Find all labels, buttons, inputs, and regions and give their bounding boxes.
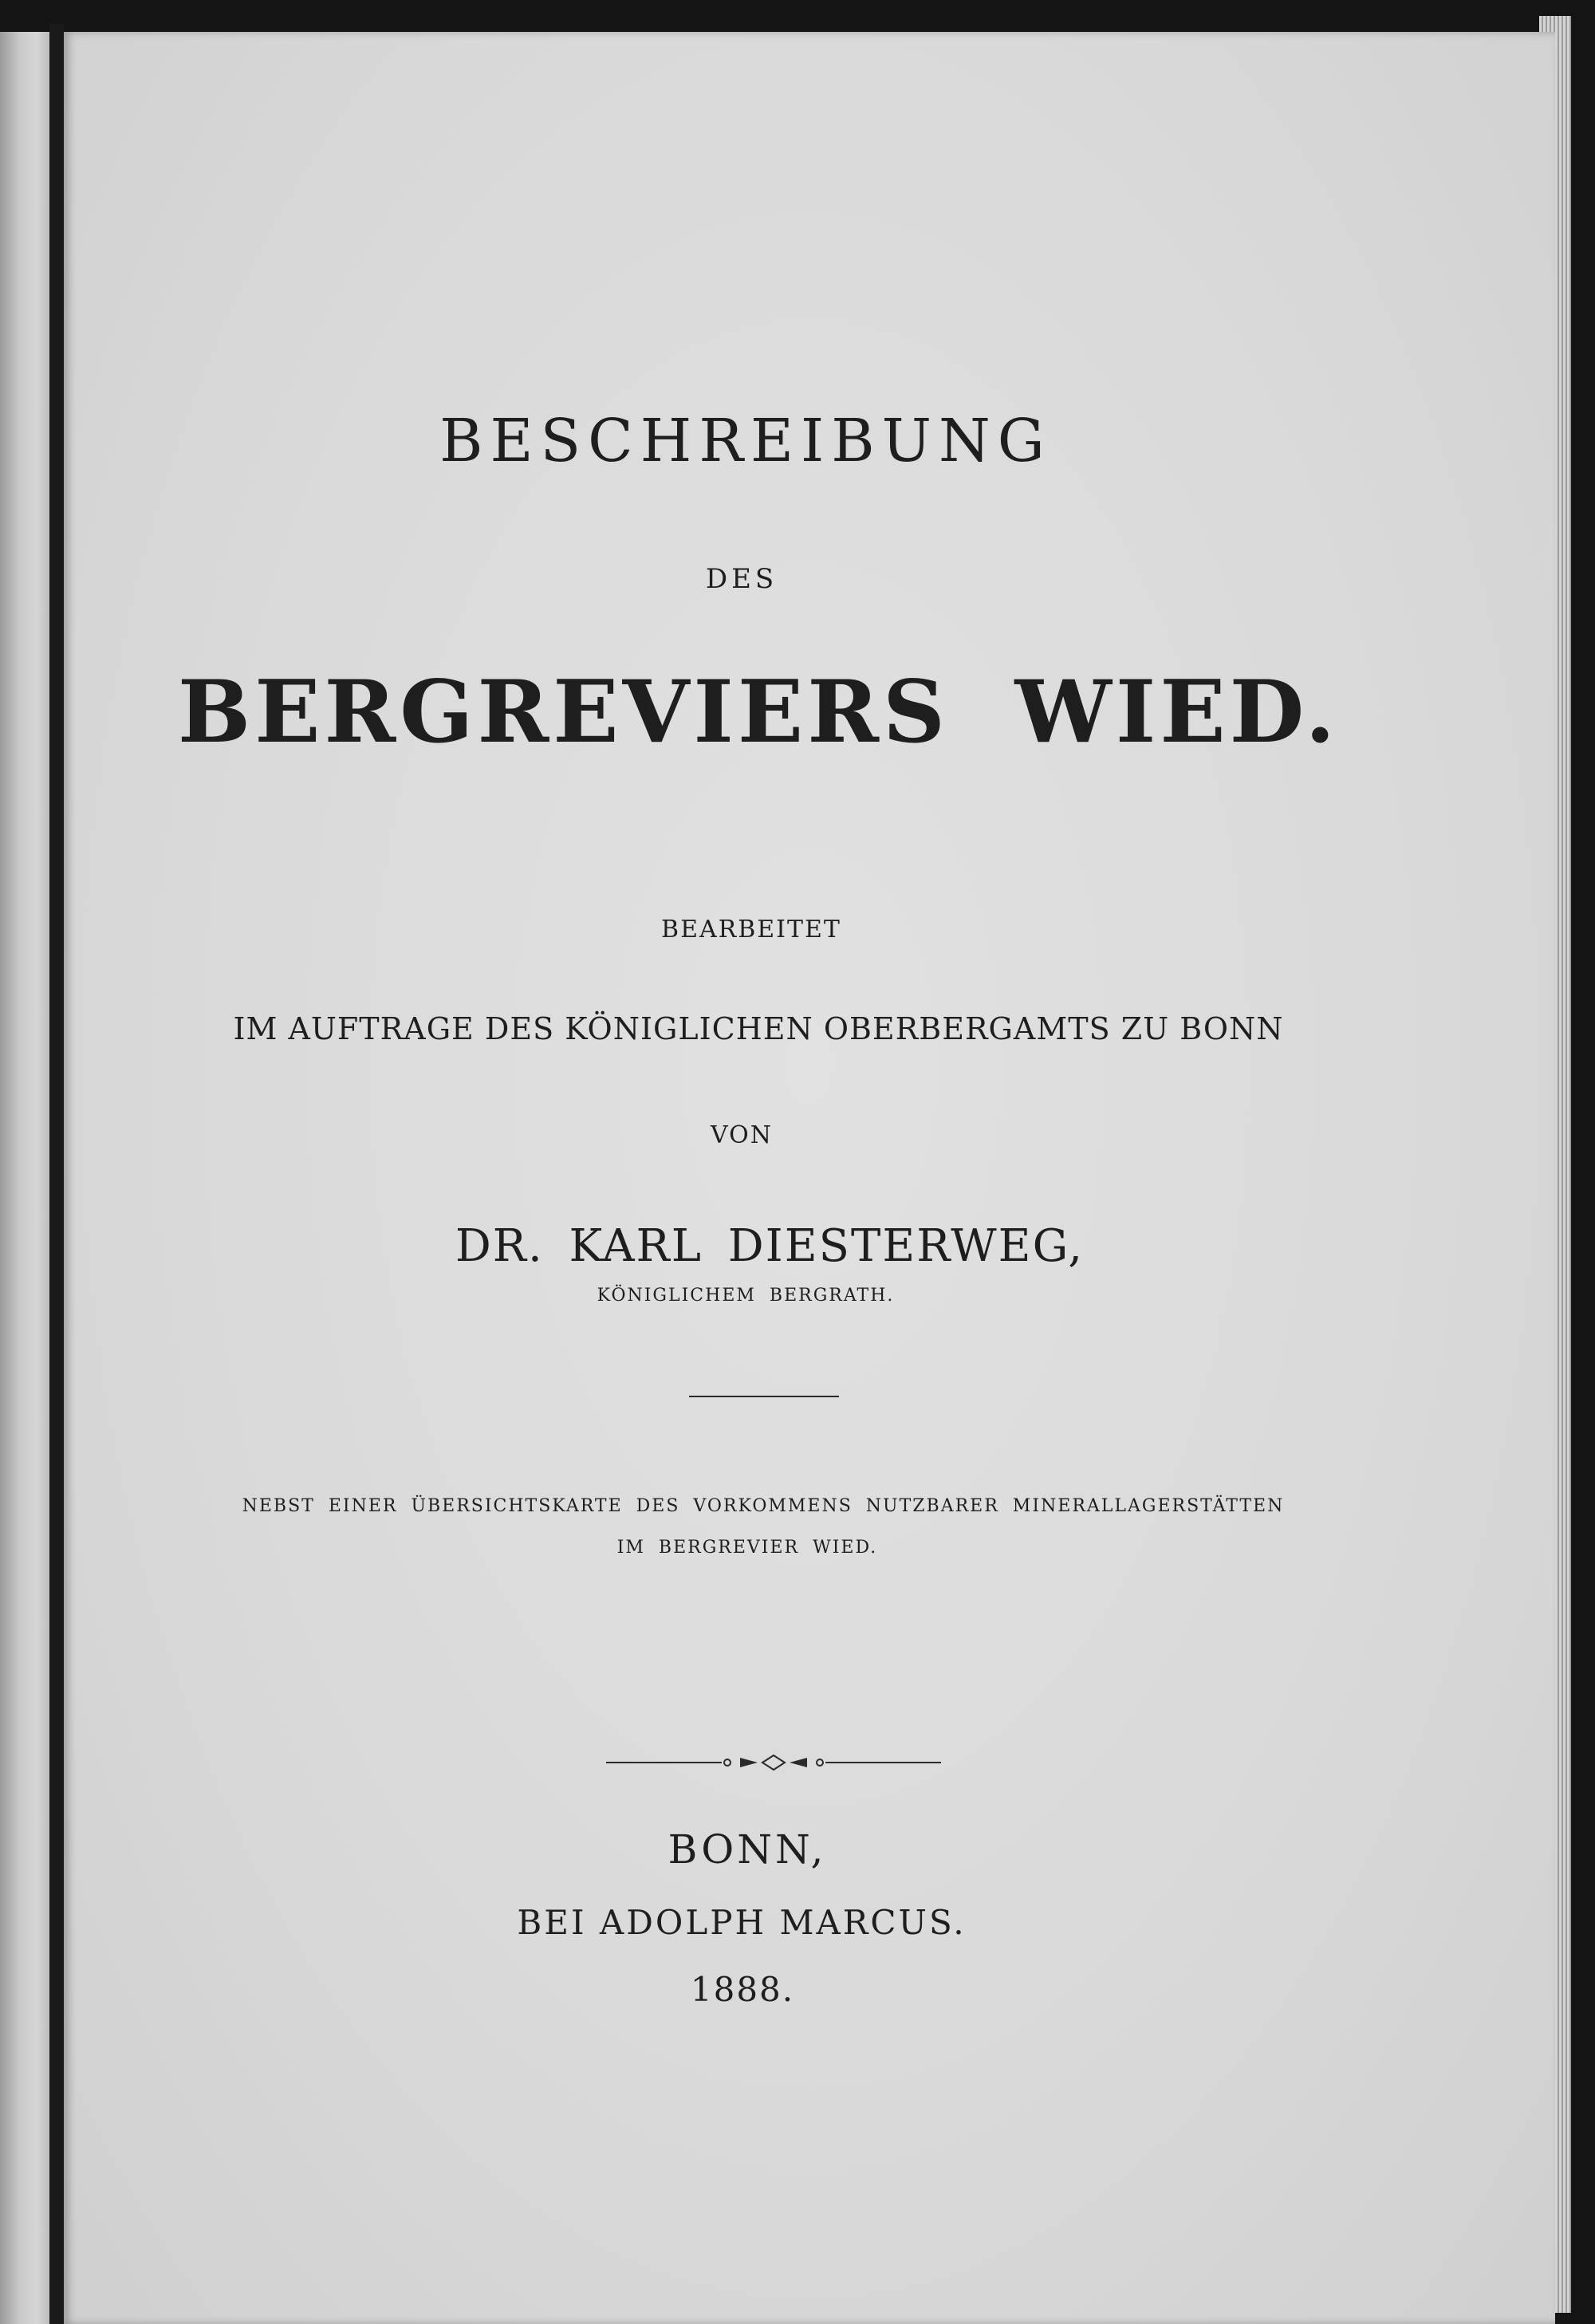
publication-place: BONN, bbox=[668, 1826, 827, 1873]
by-label: VON bbox=[711, 1121, 773, 1149]
author-title: KÖNIGLICHEM BERGRATH. bbox=[597, 1286, 895, 1306]
book-main-title: BERGREVIERS WIED. bbox=[177, 662, 1340, 762]
book-title: BESCHREIBUNG bbox=[439, 407, 1052, 475]
title-connector: DES bbox=[705, 563, 778, 595]
ornament-rule bbox=[598, 1747, 949, 1778]
edited-label: BEARBEITET bbox=[661, 916, 841, 943]
divider-rule bbox=[689, 1396, 839, 1397]
supplement-line-2: IM BERGREVIER WIED. bbox=[616, 1538, 878, 1558]
publisher: BEI ADOLPH MARCUS. bbox=[517, 1903, 967, 1942]
commission-line: IM AUFTRAGE DES KÖNIGLICHEN OBERBERGAMTS ZU BONN bbox=[233, 1011, 1284, 1046]
supplement-line-1: NEBST EINER ÜBERSICHTSKARTE DES VORKOMMENS NUTZBARER MINERALLAGERSTÄTTEN bbox=[242, 1496, 1285, 1516]
title-page bbox=[64, 32, 1555, 2324]
publication-year: 1888. bbox=[690, 1970, 795, 2009]
author-name: DR. KARL DIESTERWEG, bbox=[455, 1220, 1085, 1272]
